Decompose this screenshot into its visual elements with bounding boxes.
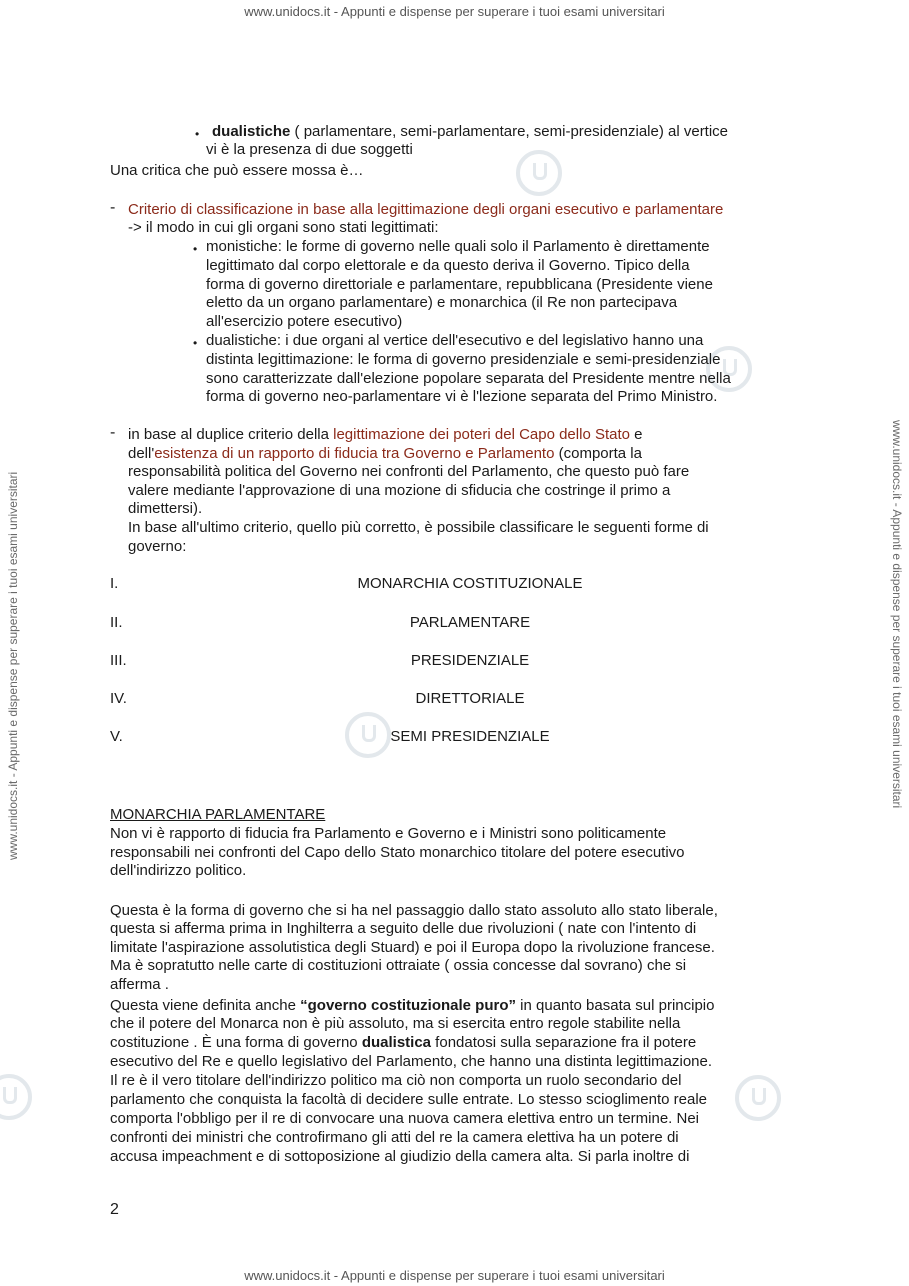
section-p3-l1 <box>110 997 714 1015</box>
dualistiche-item <box>212 123 728 141</box>
watermark-logo-icon <box>0 1074 32 1120</box>
red-term: esistenza di un rapporto di fiducia tra Governo e Parlamento <box>154 445 555 462</box>
form-number: III. <box>110 652 127 669</box>
form-number: V. <box>110 728 123 745</box>
watermark-logo-icon <box>735 1075 781 1121</box>
dualistiche2-l4: forma di governo neo-parlamentare vi è l'lezione separata del Primo Ministro. <box>206 388 718 405</box>
text-span: dell' <box>128 445 155 462</box>
watermark-side-right: www.unidocs.it - Appunti e dispense per superare i tuoi esami universitari <box>890 420 904 809</box>
bullet-icon: • <box>193 242 198 256</box>
section-p2-l4: Ma è sopratutto nelle carte di costituzioni ottraiate ( ossia concesse dal sovrano) che si <box>110 957 687 974</box>
form-number: IV. <box>110 690 127 707</box>
monistiche-l4: eletto da un organo parlamentare) e monarchica (il Re non partecipava <box>206 294 678 311</box>
form-name: PARLAMENTARE <box>409 614 531 631</box>
text-span: fondatosi sulla separazione fra il potere <box>431 1034 697 1051</box>
section-p1-l2: responsabili nei confronti del Capo dello Stato monarchico titolare del potere esecutivo <box>110 844 685 861</box>
red-term: legittimazione dei poteri del Capo dello Stato <box>333 426 630 443</box>
form-number: II. <box>110 614 123 631</box>
dash-marker: - <box>110 199 116 216</box>
criterio-duplice-l6: In base all'ultimo criterio, quello più corretto, è possibile classificare le seguenti forme di <box>128 519 709 536</box>
criterio-duplice-l2 <box>128 445 642 463</box>
text-span: (comporta la <box>554 445 642 462</box>
criterio-duplice-l3: responsabilità politica del Governo nei confronti del Parlamento, che questo può fare <box>128 463 690 480</box>
watermark-footer: www.unidocs.it - Appunti e dispense per superare i tuoi esami universitari <box>244 1268 665 1283</box>
watermark-logo-icon <box>516 150 562 196</box>
dualistiche2-l2: distinta legittimazione: le forma di governo presidenziale e semi-presidenziale <box>206 351 721 368</box>
form-name: PRESIDENZIALE <box>410 652 530 669</box>
monistiche-l3: forma di governo direttoriale e parlamentare, repubblicana (Presidente viene <box>206 276 713 293</box>
section-title: MONARCHIA PARLAMENTARE <box>110 806 326 823</box>
watermark-header: www.unidocs.it - Appunti e dispense per superare i tuoi esami universitari <box>244 4 665 19</box>
dash-marker: - <box>110 424 116 441</box>
section-p1-l3: dell'indirizzo politico. <box>110 862 247 879</box>
criterio-duplice-l5: dimettersi). <box>128 500 203 517</box>
section-p2-l2: questa si afferma prima in Inghilterra a seguito delle due rivoluzioni ( nate con l'intento di <box>110 920 697 937</box>
section-p3-l8: confronti dei ministri che controfirmano gli atti del re la camera elettiva ha un potere di <box>110 1129 679 1146</box>
dualistiche-term: dualistiche <box>212 123 291 140</box>
criterio-heading: Criterio di classificazione in base alla legittimazione degli organi esecutivo e parlamentare <box>128 201 724 218</box>
section-p2-l5: afferma . <box>110 976 169 993</box>
page-number: 2 <box>110 1201 119 1218</box>
text-span: costituzione . È una forma di governo <box>110 1034 362 1051</box>
section-p1-l1: Non vi è rapporto di fiducia fra Parlamento e Governo e i Ministri sono politicamente <box>110 825 667 842</box>
text-span: in base al duplice criterio della <box>128 426 334 443</box>
section-p3-l2: che il potere del Monarca non è più assoluto, ma si esercita entro regole stabilite nella <box>110 1015 681 1032</box>
dualistiche-item-line2: vi è la presenza di due soggetti <box>206 141 413 158</box>
section-p3-l6: parlamento che conquista la facoltà di decidere sulle entrate. Lo stesso scioglimento reale <box>110 1091 708 1108</box>
section-p3-l9: accusa impeachment e di sottoposizione al giudizio della camera alta. Si parla inoltre di <box>110 1148 690 1165</box>
criterio-duplice-l7: governo: <box>128 538 187 555</box>
form-name: MONARCHIA COSTITUZIONALE <box>357 575 583 592</box>
bold-term: dualistica <box>361 1034 432 1051</box>
dualistiche-desc: ( parlamentare, semi-parlamentare, semi-presidenziale) al vertice <box>290 123 729 140</box>
critica-line: Una critica che può essere mossa è… <box>110 162 364 179</box>
bullet-icon: • <box>195 127 200 141</box>
bold-term: “governo costituzionale puro” <box>300 997 516 1014</box>
criterio-duplice-l4: valere mediante l'approvazione di una mozione di sfiducia che costringe il primo a <box>128 482 671 499</box>
form-name: DIRETTORIALE <box>415 690 525 707</box>
watermark-side-left: www.unidocs.it - Appunti e dispense per superare i tuoi esami universitari <box>6 471 20 860</box>
dualistiche2-l1: dualistiche: i due organi al vertice dell'esecutivo e del legislativo hanno una <box>206 332 704 349</box>
section-p2-l3: limitate l'aspirazione assolutistica degli Stuard) e poi il Europa dopo la rivoluzione francese. <box>110 939 715 956</box>
text-span: Questa viene definita anche <box>110 997 301 1014</box>
form-number: I. <box>110 575 119 592</box>
section-p2-l1: Questa è la forma di governo che si ha nel passaggio dallo stato assoluto allo stato liberale, <box>110 902 718 919</box>
form-name: SEMI PRESIDENZIALE <box>390 728 550 745</box>
monistiche-l2: legittimato dal corpo elettorale e da questo deriva il Governo. Tipico della <box>206 257 690 274</box>
criterio-duplice-l1 <box>128 426 643 444</box>
monistiche-l5: all'esercizio potere esecutivo) <box>206 313 403 330</box>
bullet-icon: • <box>193 336 198 350</box>
text-span: in quanto basata sul principio <box>516 997 715 1014</box>
section-p3-l5: Il re è il vero titolare dell'indirizzo politico ma ciò non comporta un ruolo secondario del <box>110 1072 682 1089</box>
dualistiche2-l3: sono caratterizzate dall'elezione popolare separata del Presidente mentre nella <box>206 370 731 387</box>
monistiche-l1: monistiche: le forme di governo nelle quali solo il Parlamento è direttamente <box>206 238 710 255</box>
section-p3-l4: esecutivo del Re e quello legislativo del Parlamento, che hanno una distinta legittimazione. <box>110 1053 713 1070</box>
criterio-arrow: -> il modo in cui gli organi sono stati legittimati: <box>128 219 439 236</box>
section-p3-l7: comporta l'obbligo per il re di convocare una nuova camera elettiva entro un termine. Nei <box>110 1110 700 1127</box>
section-p3-l3 <box>110 1034 696 1052</box>
text-span: e <box>629 426 643 443</box>
